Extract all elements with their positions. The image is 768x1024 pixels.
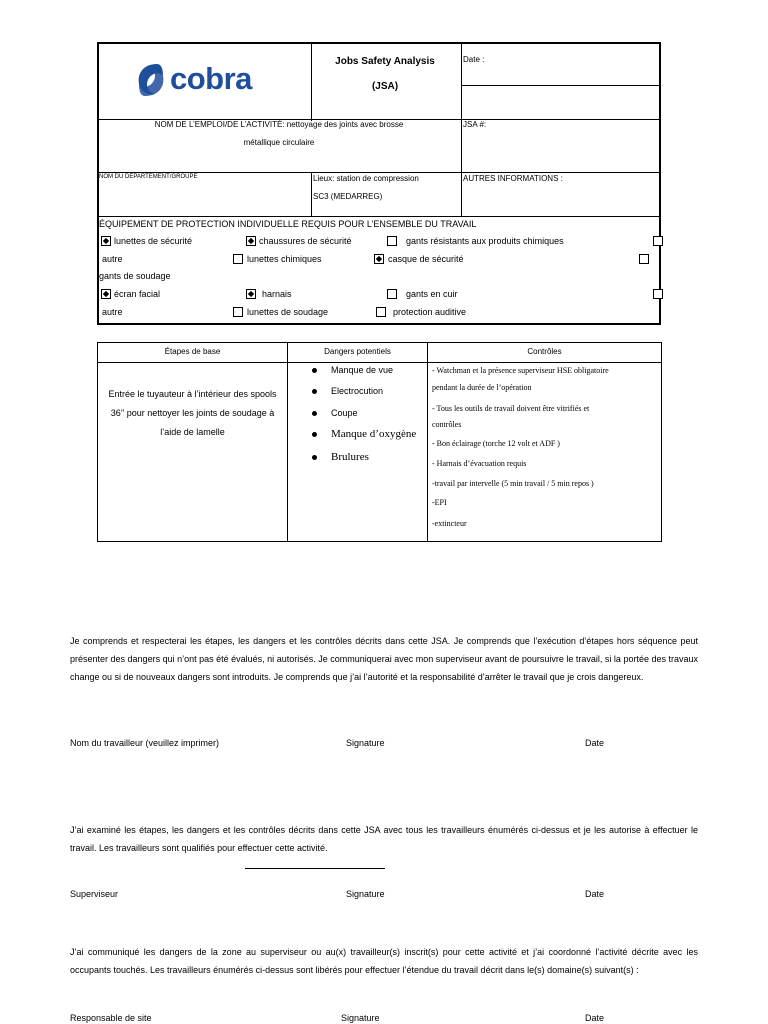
- step-description: Entrée le tuyauteur à l’intérieur des spools 36’’ pour nettoyer les joints de soudage à l’aide de lamelle: [108, 389, 277, 437]
- bullet-icon: [312, 432, 317, 437]
- control-line: -travail par intervelle (5 min travail / 5 min repos ): [432, 479, 594, 488]
- control-line: - Harnais d’évacuation requis: [432, 459, 527, 468]
- autre1-label: autre: [102, 254, 123, 264]
- worker-declaration: Je comprends et respecterai les étapes, les dangers et les contrôles décrits dans cette JSA. Je comprends que l’exécution d’étapes hors séquence peut présenter des dangers qui n’ont pas été évalués, ni autorisés. Je communiquerai avec mon superviseur avant de poursuivre le travail, si la portée des travaux change ou si de nouveaux dangers sont introduits. Je comprends que j’ai l’autorité et la responsabilité d’arrêter le travail que je crois dangereux.: [70, 636, 698, 682]
- steps-table: [97, 342, 662, 542]
- jsa-subtitle: (JSA): [371, 81, 399, 92]
- protection-auditive-label: protection auditive: [393, 307, 467, 317]
- divider: [427, 343, 428, 541]
- steps-header: Étapes de base: [164, 347, 221, 356]
- list-item: Manque de vue: [312, 365, 393, 375]
- lunettes-securite-checkbox[interactable]: [101, 236, 111, 246]
- site-date-label: Date: [585, 1013, 605, 1023]
- gants-cuir-checkbox[interactable]: [387, 289, 397, 299]
- bullet-icon: [312, 389, 317, 394]
- list-item: Coupe: [312, 408, 358, 418]
- signature-line: [245, 868, 385, 869]
- controls-header: Contrôles: [527, 347, 562, 356]
- worker-signature-label: Signature: [346, 738, 385, 748]
- divider: [311, 172, 312, 217]
- control-line: - Bon éclairage (torche 12 volt et ADF ): [432, 439, 560, 448]
- control-line: - Tous les outils de travail doivent être vitrifiés et: [432, 404, 590, 413]
- supervisor-signature-label: Signature: [346, 889, 385, 899]
- control-line: -extincteur: [432, 519, 467, 528]
- bullet-icon: [312, 411, 317, 416]
- supervisor-date-label: Date: [585, 889, 605, 899]
- logo-text: cobra: [170, 61, 252, 96]
- control-line: -EPI: [432, 498, 447, 507]
- autre2-checkbox[interactable]: [653, 289, 663, 299]
- autre2-label: autre: [102, 307, 123, 317]
- cobra-logo: [133, 60, 273, 100]
- cobra-swirl-logo-icon: [133, 60, 169, 100]
- other-info-label: AUTRES INFORMATIONS :: [463, 174, 563, 183]
- ecran-facial-label: écran facial: [114, 289, 161, 299]
- list-item: Brulures: [312, 451, 369, 463]
- harnais-label: harnais: [262, 289, 292, 299]
- lunettes-soudage-checkbox[interactable]: [233, 307, 243, 317]
- location-line2: SC3 (MEDARREG): [313, 192, 383, 201]
- chaussures-label: chaussures de sécurité: [259, 236, 352, 246]
- worker-name-label: Nom du travailleur (veuillez imprimer): [70, 738, 220, 748]
- ecran-facial-checkbox[interactable]: [101, 289, 111, 299]
- job-name-line2: métallique circulaire: [243, 138, 315, 147]
- harnais-checkbox[interactable]: [246, 289, 256, 299]
- site-declaration: J’ai communiqué les dangers de la zone au superviseur ou au(x) travailleur(s) inscrit(s) pour cette activité et j’ai coordonné l’activité décrite avec les occupants touchés. Les travailleurs énumérés ci-dessus sont libérés pour effectuer l’étendue du travail décrit dans le(s) domaine(s) suivant(s) :: [70, 947, 698, 975]
- dangers-header: Dangers potentiels: [324, 347, 391, 356]
- control-line: contrôles: [432, 420, 462, 429]
- department-label: NOM DU DÉPARTEMENT/GROUPE: [99, 174, 198, 180]
- chaussures-checkbox[interactable]: [246, 236, 256, 246]
- divider: [461, 44, 462, 216]
- autre1-checkbox[interactable]: [653, 236, 663, 246]
- lunettes-chimiques-label: lunettes chimiques: [247, 254, 322, 264]
- divider: [461, 85, 661, 86]
- bullet-icon: [312, 455, 317, 460]
- divider: [287, 343, 288, 541]
- worker-date-label: Date: [585, 738, 605, 748]
- gants-chimiques-checkbox[interactable]: [387, 236, 397, 246]
- site-signature-label: Signature: [341, 1013, 380, 1023]
- job-name-line1: NOM DE L’EMPLOI/DE L’ACTIVITÉ: nettoyage des joints avec brosse: [154, 120, 404, 129]
- supervisor-name-label: Superviseur: [70, 889, 119, 899]
- list-item: Electrocution: [312, 386, 383, 396]
- casque-label: casque de sécurité: [388, 254, 464, 264]
- gants-cuir-label: gants en cuir: [406, 289, 458, 299]
- site-manager-label: Responsable de site: [70, 1013, 152, 1023]
- supervisor-declaration: J’ai examiné les étapes, les dangers et les contrôles décrits dans cette JSA avec tous les travailleurs énumérés ci-dessus et je les autorise à effectuer le travail. Les travailleurs sont qualifiés pour effectuer cette activité.: [70, 825, 698, 853]
- ppe-heading: ÉQUIPEMENT DE PROTECTION INDIVIDUELLE REQUIS POUR L’ENSEMBLE DU TRAVAIL: [99, 219, 477, 229]
- gants-chimiques-label: gants résistants aux produits chimiques: [406, 236, 564, 246]
- bullet-icon: [312, 368, 317, 373]
- lunettes-chimiques-checkbox[interactable]: [233, 254, 243, 264]
- casque-checkbox[interactable]: [374, 254, 384, 264]
- lunettes-soudage-label: lunettes de soudage: [247, 307, 329, 317]
- protection-auditive-checkbox[interactable]: [376, 307, 386, 317]
- list-item: Manque d’oxygène: [312, 428, 416, 440]
- lunettes-securite-label: lunettes de sécurité: [114, 236, 193, 246]
- date-field-label: Date :: [463, 55, 485, 64]
- location-line1: Lieux: station de compression: [313, 174, 419, 183]
- gants-soudage-label: gants de soudage: [99, 271, 171, 281]
- control-line: - Watchman et la présence superviseur HSE obligatoire: [432, 366, 609, 375]
- divider: [99, 216, 661, 217]
- jsa-title: Jobs Safety Analysis: [335, 56, 435, 67]
- jsa-number-label: JSA #:: [463, 120, 487, 129]
- control-line: pendant la durée de l’opération: [432, 383, 532, 392]
- gants-soudage-checkbox[interactable]: [639, 254, 649, 264]
- divider: [98, 362, 661, 363]
